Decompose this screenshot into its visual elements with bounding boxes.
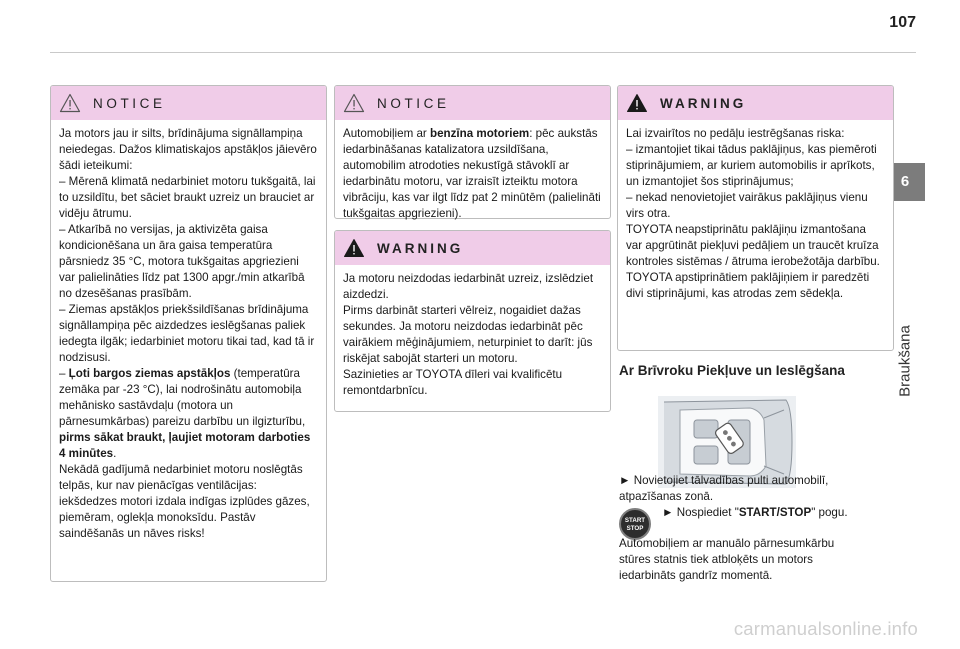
warning-triangle-filled-icon bbox=[343, 238, 365, 258]
watermark: carmanualsonline.info bbox=[733, 618, 918, 639]
notice-body bbox=[335, 120, 610, 230]
warning-box-right bbox=[617, 85, 894, 351]
step-2-suffix: " pogu. bbox=[811, 506, 848, 519]
paragraph bbox=[59, 222, 318, 302]
notice-header bbox=[335, 86, 610, 120]
text-run: – Ziemas apstākļos priekšsildīšanas brīdinājuma signāllampiņa pēc aizdedzes ieslēgšanas paliek iedegta ilgāk; iedarbiniet motoru tikai tad, kad tā ir nodzisusi. bbox=[59, 303, 315, 364]
warning-body bbox=[335, 265, 610, 407]
notice-box-middle bbox=[334, 85, 611, 219]
notice-title: NOTICE bbox=[93, 95, 166, 111]
warning-triangle-icon bbox=[59, 93, 81, 113]
step-2-bold: START/STOP bbox=[738, 506, 812, 519]
paragraph bbox=[343, 303, 602, 367]
text-run: . bbox=[113, 447, 117, 460]
paragraph bbox=[626, 126, 885, 142]
warning-triangle-filled-icon bbox=[626, 93, 648, 113]
warning-title: WARNING bbox=[660, 95, 747, 111]
start-label: START bbox=[624, 517, 646, 524]
step-2-text bbox=[662, 505, 892, 521]
page-number: 107 bbox=[889, 14, 916, 31]
paragraph bbox=[59, 302, 318, 366]
paragraph bbox=[626, 270, 885, 302]
manual-gearbox-note bbox=[619, 536, 859, 584]
paragraph bbox=[626, 190, 885, 222]
warning-header bbox=[335, 231, 610, 265]
chapter-title: Braukšana bbox=[896, 325, 914, 397]
warning-title: WARNING bbox=[377, 240, 464, 256]
stop-label: STOP bbox=[626, 525, 644, 532]
text-run: – Mērenā klimatā nedarbiniet motoru tukšgaitā, lai to uzsildītu, bet sāciet braukt uzreiz un brauciet ar vidēju ātrumu. bbox=[59, 175, 316, 220]
text-run: Sazinieties ar TOYOTA dīleri vai kvalificētu remontdarbnīcu. bbox=[343, 368, 563, 397]
text-run: Nekādā gadījumā nedarbiniet motoru noslēgtās telpās, kur nav pienācīgas ventilācijas: iekšdedzes motori izdala indīgas izplūdes gāzes, piemēram, oglekļa monoksīdu. Pastāv saindēšanās un nāves risks! bbox=[59, 463, 310, 540]
text-run: – nekad nenovietojiet vairākus paklājiņus vienu virs otra. bbox=[626, 191, 868, 220]
text-run: Lai izvairītos no pedāļu iestrēgšanas riska: bbox=[626, 127, 845, 140]
step-2 bbox=[662, 505, 892, 521]
paragraph bbox=[626, 222, 885, 270]
warning-header bbox=[618, 86, 893, 120]
text-run: Automobiļiem ar bbox=[343, 127, 430, 140]
text-run: pirms sākat braukt, ļaujiet motoram darboties 4 minūtes bbox=[59, 431, 311, 460]
text-run: – izmantojiet tikai tādus paklājiņus, kas piemēroti stiprinājumiem, ar kuriem automobilis ir aprīkots, un izmantojiet šos stiprinājumus; bbox=[626, 143, 877, 188]
warning-box-middle bbox=[334, 230, 611, 412]
notice-body bbox=[51, 120, 326, 550]
notice-box-left bbox=[50, 85, 327, 582]
notice-title: NOTICE bbox=[377, 95, 450, 111]
paragraph bbox=[343, 367, 602, 399]
paragraph bbox=[343, 271, 602, 303]
note-text: Automobiļiem ar manuālo pārnesumkārbu stūres statnis tiek atbloķēts un motors iedarbināts gandrīz momentā. bbox=[619, 537, 835, 582]
paragraph bbox=[59, 462, 318, 542]
text-run: (temperatūra zemāka par -23 °C), lai nodrošinātu automobiļa mehānisko sastāvdaļu (motora un pārnesumkārbas) pareizu darbību un ilgizturību, bbox=[59, 367, 306, 428]
section-heading: Ar Brīvroku Piekļuve un Ieslēgšana bbox=[619, 363, 845, 378]
text-run: Pirms darbināt starteri vēlreiz, nogaidiet dažas sekundes. Ja motoru neizdodas iedarbināt pēc vairākiem mēģinājumiem, neturpiniet to darīt: jūs riskējat sabojāt starteri un motoru. bbox=[343, 304, 593, 365]
chapter-tab: 6 bbox=[885, 163, 925, 201]
paragraph bbox=[343, 126, 602, 222]
text-run: : pēc aukstās iedarbināšanas katalizatora uzsildīšana, automobilim atrodoties nekustīgā stāvoklī ar iedarbinātu motoru, var izraisīt izteiktu motora vibrāciju, kas var ilgt līdz pat 2 minūtēm (palielināti tukšgaitas apgriezieni). bbox=[343, 127, 601, 220]
top-rule bbox=[50, 52, 916, 53]
text-run: Ja motoru neizdodas iedarbināt uzreiz, izslēdziet aizdedzi. bbox=[343, 272, 594, 301]
notice-header bbox=[51, 86, 326, 120]
text-run: – Atkarībā no versijas, ja aktivizēta gaisa kondicionēšana un āra gaisa temperatūra pārsniedz 35 °C, motora tukšgaitas apgriezieni var palielināties līdz pat 1300 apgr./min atkarībā no dzesēšanas prasībām. bbox=[59, 223, 305, 300]
warning-triangle-icon bbox=[343, 93, 365, 113]
paragraph bbox=[59, 126, 318, 174]
text-run: Ļoti bargos ziemas apstākļos bbox=[68, 367, 231, 380]
step-1: ► Novietojiet tālvadības pulti automobilī, atpazīšanas zonā. bbox=[619, 474, 829, 503]
text-run: TOYOTA neapstiprinātu paklājiņu izmantošana var apgrūtināt piekļuvi pedāļiem un traucēt kruīza kontroles sistēmas / ātruma ierobežotāja darbību. bbox=[626, 223, 880, 268]
paragraph bbox=[626, 142, 885, 190]
paragraph bbox=[59, 366, 318, 462]
step-2-prefix: ► Nospiediet " bbox=[662, 506, 739, 519]
paragraph bbox=[59, 174, 318, 222]
text-run: – bbox=[59, 367, 69, 380]
step-1-text bbox=[619, 473, 859, 505]
text-run: TOYOTA apstiprinātiem paklājiņiem ir paredzēti divi stiprinājumi, kas atrodas zem sēdekļa. bbox=[626, 271, 870, 300]
text-run: Ja motors jau ir silts, brīdinājuma signāllampiņa neiedegas. Dažos klimatiskajos apstākļos jāievēro šādi ieteikumi: bbox=[59, 127, 317, 172]
text-run: benzīna motoriem bbox=[430, 127, 530, 140]
warning-body bbox=[618, 120, 893, 310]
